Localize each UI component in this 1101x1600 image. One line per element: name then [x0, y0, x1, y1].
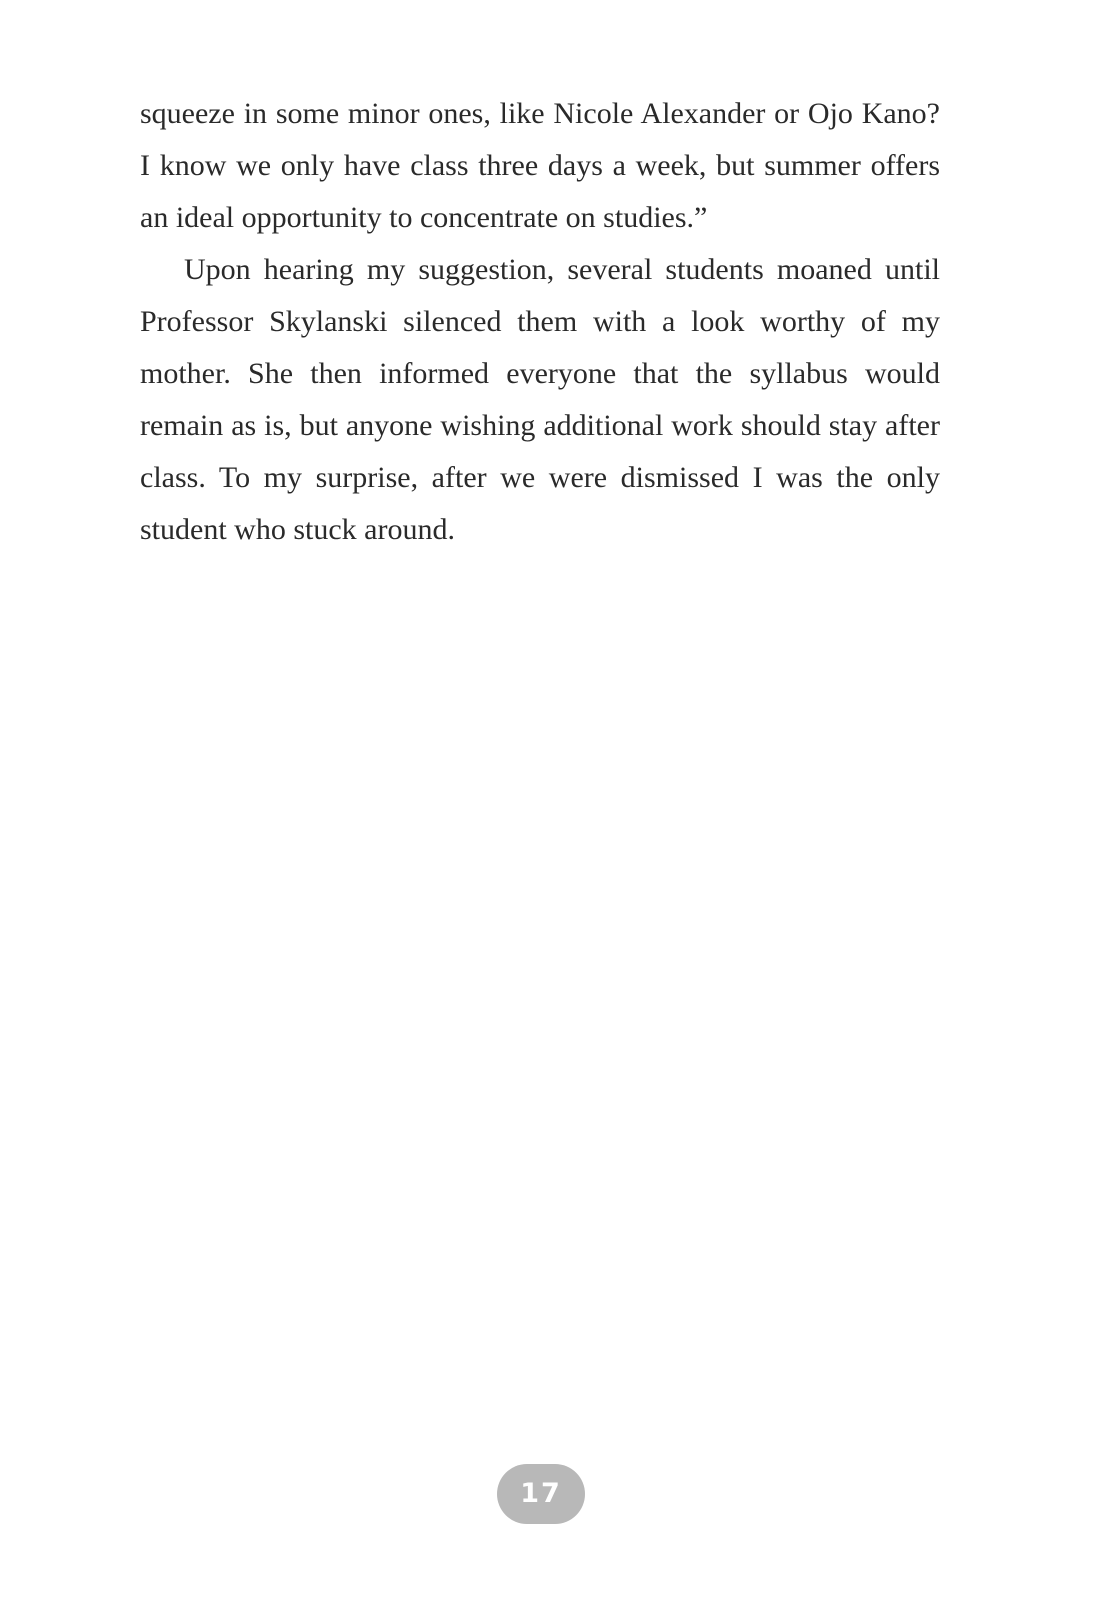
paragraph-continued: squeeze in some minor ones, like Nicole Alexander or Ojo Kano? I know we only have class three days a week, but summer offers an ideal opportunity to concentrate on studies.” [140, 97, 940, 234]
paragraph: Upon hearing my suggestion, several students moaned until Professor Skylanski silenced them with a look worthy of my mother. She then informed everyone that the syllabus would remain as is, but anyone wishing additional work should stay after class. To my surprise, after we were dismissed I was the only student who stuck around. [140, 253, 940, 546]
page-number-badge: 17 [497, 1464, 585, 1524]
body-text [140, 88, 940, 556]
